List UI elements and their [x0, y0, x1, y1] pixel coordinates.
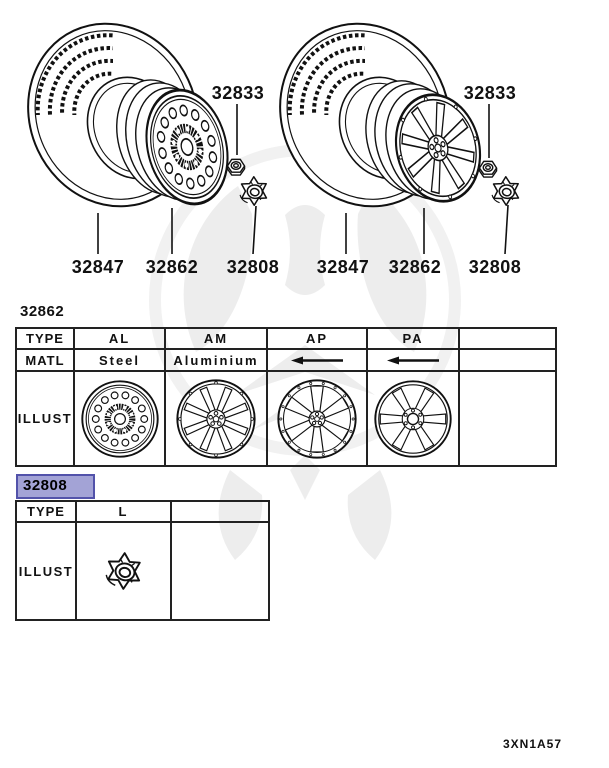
matl-same-as-left-ap	[267, 349, 367, 371]
part-label-32808-left[interactable]: 32808	[226, 257, 280, 277]
steel-wheel-icon	[80, 379, 160, 459]
col-header-empty	[459, 328, 556, 349]
matl-value-steel: Steel	[74, 349, 165, 371]
matl-empty	[459, 349, 556, 371]
col-header-al: AL	[74, 328, 165, 349]
matl-same-as-left-pa	[367, 349, 459, 371]
row-label-illust: ILLUST	[16, 522, 76, 620]
wheel-nut-cap-left	[238, 175, 270, 208]
part-label-32847-left[interactable]: 32847	[71, 257, 125, 277]
alloy-wheel-8-spoke-icon	[175, 378, 257, 460]
wheel-nut-cap-right	[490, 175, 522, 208]
part-label-32833-right[interactable]: 32833	[463, 83, 517, 103]
illust-empty	[459, 371, 556, 466]
nut-table-heading-highlighted[interactable]: 32808	[16, 474, 95, 499]
alloy-wheel-6-spoke-icon	[276, 378, 358, 460]
part-label-32862-left[interactable]: 32862	[145, 257, 199, 277]
left-arrow-icon	[386, 356, 440, 365]
illust-empty	[171, 522, 269, 620]
col-header-ap: AP	[267, 328, 367, 349]
illust-cell-pa	[367, 371, 459, 466]
wheel-variants-table	[15, 327, 557, 467]
part-label-32808-right[interactable]: 32808	[468, 257, 522, 277]
col-header-type: TYPE	[16, 501, 76, 522]
hex-nut-right	[479, 161, 496, 177]
row-label-illust: ILLUST	[16, 371, 74, 466]
figure-code: 3XN1A57	[502, 737, 562, 751]
matl-value-aluminium: Aluminium	[165, 349, 267, 371]
alloy-wheel-6-spoke-variant-icon	[373, 379, 453, 459]
wheel-nut-cap-icon	[99, 546, 149, 596]
illust-cell-al	[74, 371, 165, 466]
col-header-am: AM	[165, 328, 267, 349]
exploded-wheel-diagram	[0, 0, 609, 290]
wheel-table-heading: 32862	[20, 303, 65, 320]
wheel-nut-cap-table	[15, 500, 270, 621]
illust-cell-l	[76, 522, 171, 620]
hex-nut-left	[227, 159, 244, 175]
col-header-type: TYPE	[16, 328, 74, 349]
col-header-pa: PA	[367, 328, 459, 349]
illust-cell-am	[165, 371, 267, 466]
left-arrow-icon	[290, 356, 344, 365]
part-label-32847-right[interactable]: 32847	[316, 257, 370, 277]
row-label-matl: MATL	[16, 349, 74, 371]
col-header-empty	[171, 501, 269, 522]
illust-cell-ap	[267, 371, 367, 466]
part-label-32833-left[interactable]: 32833	[211, 83, 265, 103]
col-header-l: L	[76, 501, 171, 522]
part-label-32862-right[interactable]: 32862	[388, 257, 442, 277]
